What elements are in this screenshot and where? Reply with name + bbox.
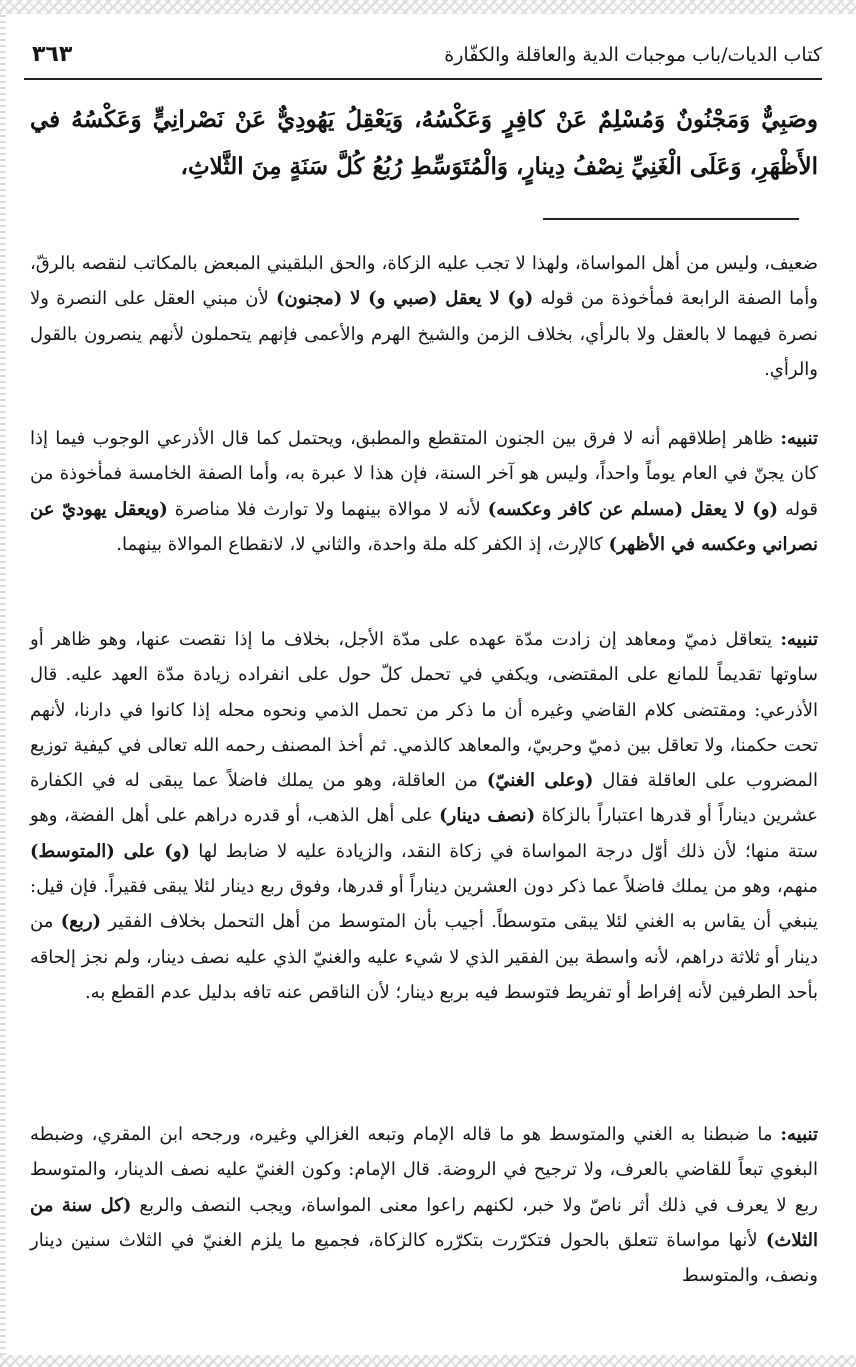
text-run: منهم، وهو من يملك فاضلاً عما ذكر دون العشرين ديناراً أو قدرها، وفوق ربع دينار لئلا يبقى فقيراً. فإن قيل: ينبغي أن يقاس به الغني لئلا يبقى متوسطاً. أجيب بأن المتوسط من أهل التحمل بخلاف الفقير: [30, 876, 818, 933]
note-label: تنبيه:: [780, 428, 818, 449]
matn-quote: (و) لا يعقل (مسلم عن كافر وعكسه): [487, 498, 779, 520]
note-label: تنبيه:: [780, 1124, 818, 1145]
text-run: كالإرث، إذ الكفر كله ملة واحدة، والثاني لا، لانقطاع الموالاة بينهما.: [116, 533, 609, 555]
matn-text: وصَبِيٌّ وَمَجْنُونٌ وَمُسْلِمٌ عَنْ كافِرٍ وَعَكْسُهُ، وَيَعْقِلُ يَهُودِيٌّ عَنْ نَصْرانِيٍّ وَعَكْسُهُ في الأَظْهَرِ، وَعَلَى الْغَنِيِّ نِصْفُ دِينارٍ، وَالْمُتَوَسِّطِ رُبُعُ كُلَّ سَنَةٍ مِنَ الثَّلاثِ،: [30, 106, 818, 180]
matn-separator-rule: [543, 218, 799, 220]
commentary-paragraph: [30, 421, 818, 562]
text-run: من العاقلة، وهو من يملك فاضلاً عما يبقى له في الكفارة عشرين ديناراً أو قدرها اعتباراً بالزكاة: [30, 770, 818, 827]
matn-quote: (نصف دينار): [439, 805, 536, 827]
commentary-paragraph: [30, 246, 818, 387]
matn-quote: (و) على (المتوسط): [30, 840, 190, 862]
matn-quote: (و) لا يعقل (صبي و) لا (مجنون): [276, 288, 534, 310]
bottom-border-ornament: [0, 1355, 856, 1367]
top-border-ornament: [0, 0, 856, 14]
text-run: لأنها مواساة تتعلق بالحول فتكرّرت بتكرّره كالزكاة، فجميع ما يلزم الغنيّ في الثلاث سنين دينار ونصف، والمتوسط: [30, 1229, 818, 1287]
page-number: ٣٦٣: [32, 42, 73, 67]
text-run: ما ضبطنا به الغني والمتوسط هو ما قاله الإمام وتبعه الغزالي وغيره، ورجحه ابن المقري، وضبطه البغوي تبعاً للقاضي بالعرف، ولا ترجيح في الروضة. قال الإمام: وكون الغنيّ عليه نصف الدينار، والمتوسط ربع لا يعرف في ذلك أثر ناصّ ولا خبر، لكنهم راعوا معنى المواساة، ويجب النصف والربع: [30, 1124, 818, 1216]
matn-quote: (ويعقل يهوديّ عن نصراني وعكسه في الأظهر): [30, 498, 818, 555]
text-run: ضعيف، وليس من أهل المواساة، ولهذا لا تجب عليه الزكاة، والحق البلقيني المبعض بالمكاتب لنقصه بالرقّ، وأما الصفة الرابعة فمأخوذة من قوله: [30, 253, 819, 310]
text-run: ظاهر إطلاقهم أنه لا فرق بين الجنون المتقطع والمطبق، ويحتمل كما قال الأذرعي الوجوب فيما إذا كان يجنّ في العام يوماً واحداً، وليس هو آخر السنة، فإن هذا لا عبرة به، وأما الصفة الخامسة فمأخوذة من قوله: [30, 428, 819, 520]
running-title: كتاب الديات/باب موجبات الدية والعاقلة والكفّارة: [444, 44, 822, 66]
matn-quote: (كل سنة من الثلاث): [30, 1194, 818, 1251]
commentary-paragraph: [30, 1117, 818, 1293]
header-rule: [24, 78, 822, 80]
matn-quote: (وعلى الغنيّ): [486, 770, 594, 792]
text-run: من دينار أو ثلاثة دراهم، لأنه واسطة بين الفقير الذي لا شيء عليه والغنيّ الذي عليه نصف دينار، ولم نجز إلحاقه بأحد الطرفين لأنه إفراط أو تفريط فتوسط فيه بربع دينار؛ لأن الناقص عنه تافه بدليل عدم القطع به.: [30, 911, 818, 1003]
text-run: لأنه لا موالاة بينهما ولا توارث فلا مناصرة: [167, 498, 488, 520]
note-label: تنبيه:: [780, 629, 818, 650]
matn-quote: (ربع): [60, 911, 102, 933]
text-run: لأن مبني العقل على النصرة ولا نصرة فيهما لا بالعقل ولا بالرأي، بخلاف الزمن والشيخ الهرم والأعمى فإنهم يتحملون لأنهم ينصرون بالقول والرأي.: [30, 288, 818, 380]
text-run: يتعاقل ذميّ ومعاهد إن زادت مدّة عهده على مدّة الأجل، بخلاف ما إذا نقصت عنها، وهو ظاهر أو ساوتها تقديماً للمانع على المقتضى، ويكفي في تحمل كلّ حول على انفراده زيادة مدّة العهد عليه. قال الأذرعي: ومقتضى كلام القاضي وغيره أن ما ذكر من تحمل الذمي ونحوه محله إذا كانوا في دارنا، لأنهم تحت حكمنا، ولا تعاقل بين ذميّ وحربيّ، والمعاهد كالذمي. ثم أخذ المصنف رحمه الله تعالى في كيفية توزيع المضروب على العاقلة فقال: [30, 629, 819, 792]
left-border-ornament: [0, 14, 6, 1355]
text-run: على أهل الذهب، أو قدره دراهم على أهل الفضة، وهو ستة منها؛ لأن ذلك أوّل درجة المواساة في زكاة النقد، والزيادة عليه لا ضابط لها: [30, 805, 818, 862]
commentary-paragraph: [30, 622, 818, 1010]
page-header: [24, 40, 822, 76]
